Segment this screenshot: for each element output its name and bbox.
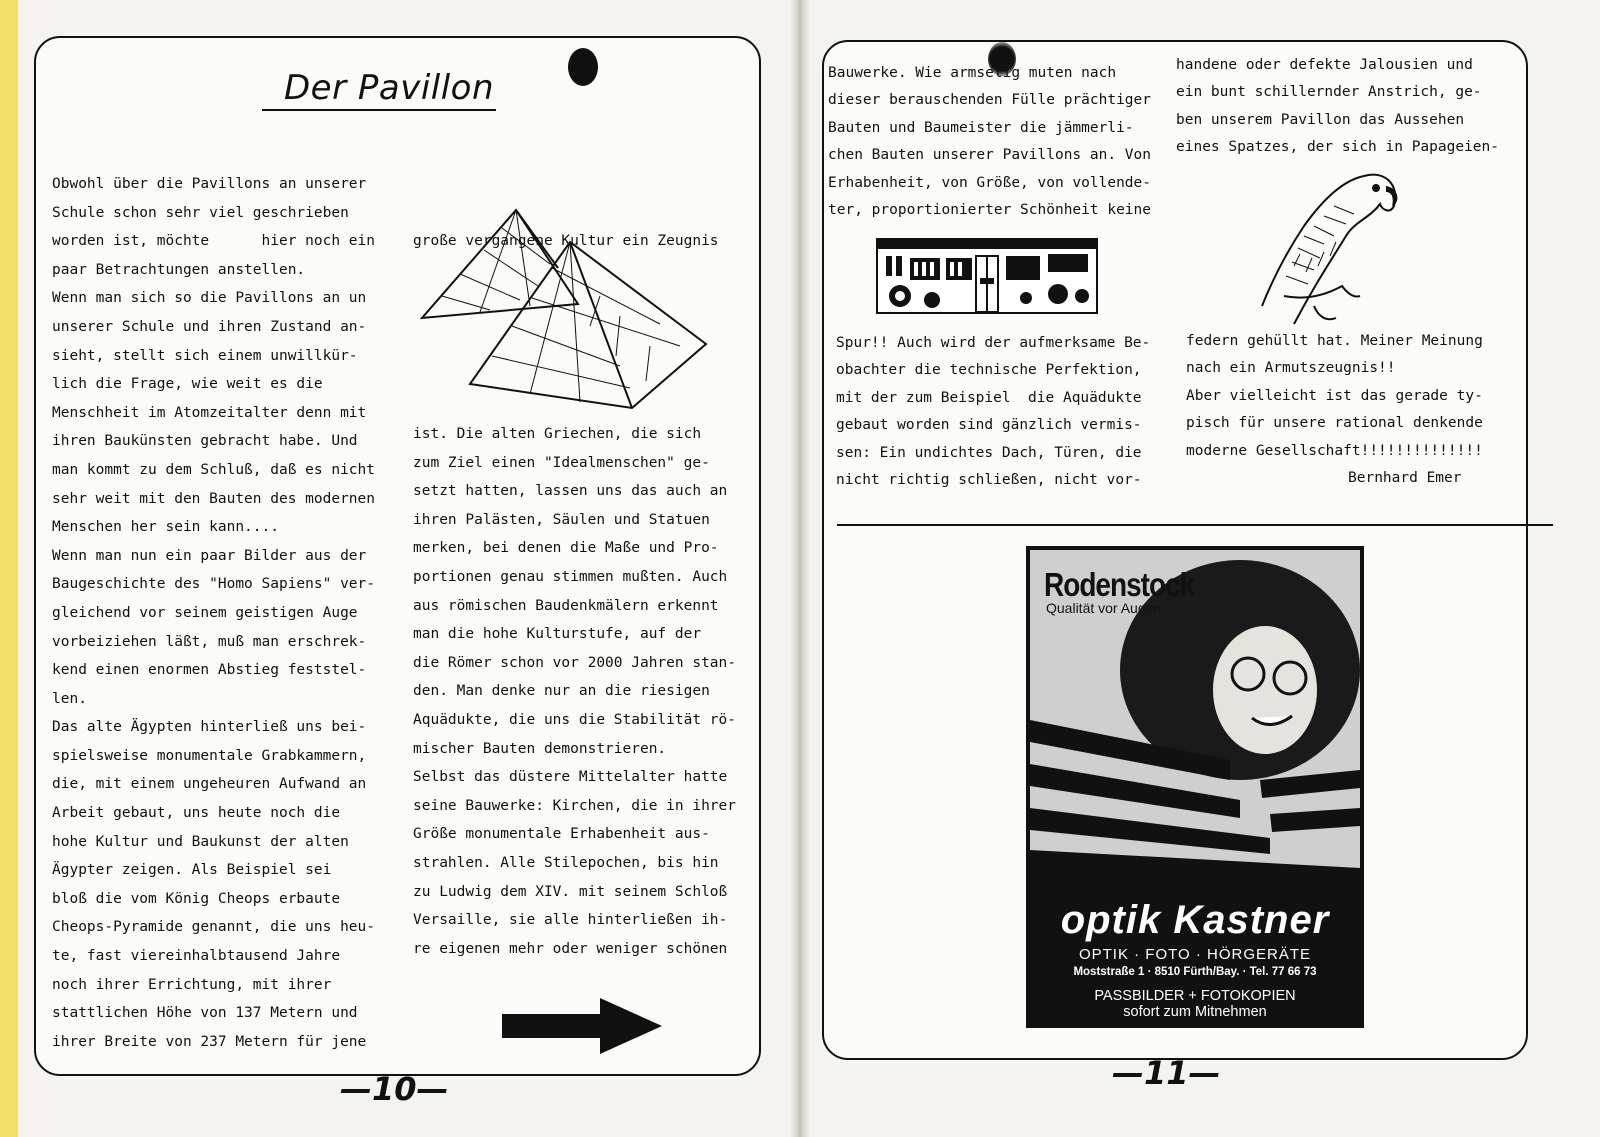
article-column-4-top: [1176, 52, 1499, 162]
text-line: chen Bauten unserer Pavillons an. Von: [828, 147, 1152, 164]
page-number-value: 10: [372, 1070, 417, 1108]
text-line: dieser berauschenden Fülle prächtiger: [828, 92, 1152, 109]
pyramids-drawing: [420, 206, 710, 412]
text-line: Schule schon sehr viel geschrieben: [52, 204, 349, 221]
page-number-left: [340, 1070, 449, 1108]
text-line: die, mit einem ungeheuren Aufwand an: [52, 776, 367, 793]
text-line: portionen genau stimmen mußten. Auch: [413, 568, 728, 585]
store-logo: optik Kastner: [1060, 898, 1330, 942]
article-column-3-bottom: [836, 330, 1150, 494]
text-line: obachter die technische Perfektion,: [836, 362, 1142, 379]
article-column-4-bottom: [1186, 328, 1483, 465]
text-line: stattlichen Höhe von 137 Metern und: [52, 1005, 358, 1022]
text-line: man die hohe Kulturstufe, auf der: [413, 626, 702, 643]
text-line: te, fast viereinhalbtausend Jahre: [52, 948, 341, 965]
article-title: Der Pavillon: [284, 68, 495, 108]
text-line: nach ein Armutszeugnis!!: [1186, 360, 1396, 377]
optician-advertisement: [1026, 546, 1364, 1028]
text-line: ihren Baukünsten gebracht habe. Und: [52, 433, 358, 450]
portrait-photo: [1030, 550, 1360, 880]
text-line: gebaut worden sind gänzlich vermis-: [836, 417, 1142, 434]
text-line: Baugeschichte des "Homo Sapiens" ver-: [52, 576, 376, 593]
parrot-drawing: [1254, 166, 1402, 330]
text-line: worden ist, möchte hier noch ein: [52, 233, 376, 250]
text-line: aus römischen Baudenkmälern erkennt: [413, 597, 719, 614]
text-line: len.: [52, 690, 87, 707]
pavilion-drawing: [876, 238, 1098, 314]
text-line: die Römer schon vor 2000 Jahren stan-: [413, 654, 737, 671]
dash-icon: —: [340, 1070, 372, 1108]
text-line: Aquädukte, die uns die Stabilität rö-: [413, 711, 737, 728]
text-line: ihren Palästen, Säulen und Statuen: [413, 511, 710, 528]
text-line: gleichend vor seinem geistigen Auge: [52, 604, 358, 621]
paper-edge: [0, 0, 18, 1137]
text-line: merken, bei denen die Maße und Pro-: [413, 540, 719, 557]
text-line: ter, proportionierter Schönheit keine: [828, 201, 1152, 218]
text-line: Bauten und Baumeister die jämmerli-: [828, 119, 1134, 136]
dash-icon: —: [416, 1070, 449, 1108]
text-line: Aber vielleicht ist das gerade ty-: [1186, 387, 1483, 404]
text-line: setzt hatten, lassen uns das auch an: [413, 483, 728, 500]
page-number-value: 11: [1144, 1054, 1189, 1092]
text-line: sieht, stellt sich einem unwillkür-: [52, 347, 358, 364]
text-line: ein bunt schillernder Anstrich, ge-: [1176, 84, 1482, 101]
text-line: moderne Gesellschaft!!!!!!!!!!!!!!: [1186, 442, 1483, 459]
text-line: unserer Schule und ihren Zustand an-: [52, 318, 367, 335]
text-line: spielsweise monumentale Grabkammern,: [52, 747, 367, 764]
offer-line: sofort zum Mitnehmen: [1123, 1004, 1267, 1020]
text-line: zum Ziel einen "Idealmenschen" ge-: [413, 454, 710, 471]
text-line: Größe monumentale Erhabenheit aus-: [413, 826, 710, 843]
text-line: Erhabenheit, von Größe, von vollende-: [828, 174, 1152, 191]
text-line: eines Spatzes, der sich in Papageien-: [1176, 139, 1500, 156]
text-line: bloß die vom König Cheops erbaute: [52, 890, 341, 907]
dash-icon: —: [1112, 1054, 1144, 1092]
text-line: den. Man denke nur an die riesigen: [413, 683, 710, 700]
text-line: Cheops-Pyramide genannt, die uns heu-: [52, 919, 376, 936]
text-line: Bauwerke. Wie armselig muten nach: [828, 65, 1117, 81]
brand-logo: Rodenstock: [1044, 566, 1195, 604]
text-line: seine Bauwerke: Kirchen, die in ihrer: [413, 797, 737, 814]
text-line: hohe Kultur und Baukunst der alten: [52, 833, 349, 850]
text-line: Wenn man nun ein paar Bilder aus der: [52, 547, 367, 564]
article-column-3-top: [828, 60, 1151, 224]
text-line: Wenn man sich so die Pavillons an un: [52, 290, 367, 307]
text-line: Versaille, sie alle hinterließen ih-: [413, 912, 728, 929]
text-line: Spur!! Auch wird der aufmerksame Be-: [836, 335, 1151, 351]
title-underline: [262, 109, 496, 111]
text-line: große vergangene Kultur ein Zeugnis: [413, 233, 719, 250]
text-line: ist. Die alten Griechen, die sich: [413, 426, 702, 442]
section-divider: [837, 524, 1553, 526]
offer-line: PASSBILDER + FOTOKOPIEN: [1094, 988, 1296, 1004]
text-line: Arbeit gebaut, uns heute noch die: [52, 805, 341, 822]
text-line: mischer Bauten demonstrieren.: [413, 740, 667, 757]
text-line: zu Ludwig dem XIV. mit seinem Schloß: [413, 883, 728, 900]
text-line: lich die Frage, wie weit es die: [52, 376, 323, 393]
punch-hole: [568, 48, 598, 86]
store-offer: [1026, 988, 1364, 1020]
text-line: mit der zum Beispiel die Aquädukte: [836, 389, 1142, 406]
text-line: strahlen. Alle Stilepochen, bis hin: [413, 854, 719, 871]
author-signature: Bernhard Emer: [1348, 470, 1462, 486]
article-column-1: [52, 170, 375, 1056]
dash-icon: —: [1188, 1054, 1221, 1092]
page-number-right: [1112, 1054, 1221, 1092]
store-services: OPTIK · FOTO · HÖRGERÄTE: [1078, 946, 1312, 963]
text-line: ihrer Breite von 237 Metern für jene: [52, 1033, 367, 1050]
text-line: ben unserem Pavillon das Aussehen: [1176, 111, 1465, 128]
text-line: Menschen her sein kann....: [52, 519, 279, 536]
text-line: Selbst das düstere Mittelalter hatte: [413, 769, 728, 786]
text-line: sehr weit mit den Bauten des modernen: [52, 490, 376, 507]
text-line: vorbeiziehen läßt, muß man erschrek-: [52, 633, 367, 650]
text-line: kend einen enormen Abstieg feststel-: [52, 662, 367, 679]
text-line: man kommt zu dem Schluß, daß es nicht: [52, 461, 376, 478]
text-line: Das alte Ägypten hinterließ uns bei-: [52, 719, 367, 736]
text-line: federn gehüllt hat. Meiner Meinung: [1186, 333, 1483, 349]
brand-slogan: Qualität vor Augen: [1046, 600, 1162, 616]
text-line: noch ihrer Errichtung, mit ihrer: [52, 976, 332, 993]
text-line: Obwohl über die Pavillons an unserer: [52, 176, 367, 192]
article-column-2: [413, 420, 736, 963]
text-line: nicht richtig schließen, nicht vor-: [836, 471, 1142, 488]
text-line: pisch für unsere rational denkende: [1186, 415, 1483, 432]
text-line: handene oder defekte Jalousien und: [1176, 57, 1473, 73]
store-address: Moststraße 1 · 8510 Fürth/Bay. · Tel. 77 66 73: [1073, 966, 1317, 978]
text-line: Ägypter zeigen. Als Beispiel sei: [52, 862, 332, 879]
text-line: paar Betrachtungen anstellen.: [52, 261, 306, 278]
text-line: sen: Ein undichtes Dach, Türen, die: [836, 444, 1142, 461]
text-line: re eigenen mehr oder weniger schönen: [413, 940, 728, 957]
page-fold: [790, 0, 810, 1137]
arrow-right-icon: [500, 996, 666, 1056]
text-line: Menschheit im Atomzeitalter denn mit: [52, 404, 367, 421]
